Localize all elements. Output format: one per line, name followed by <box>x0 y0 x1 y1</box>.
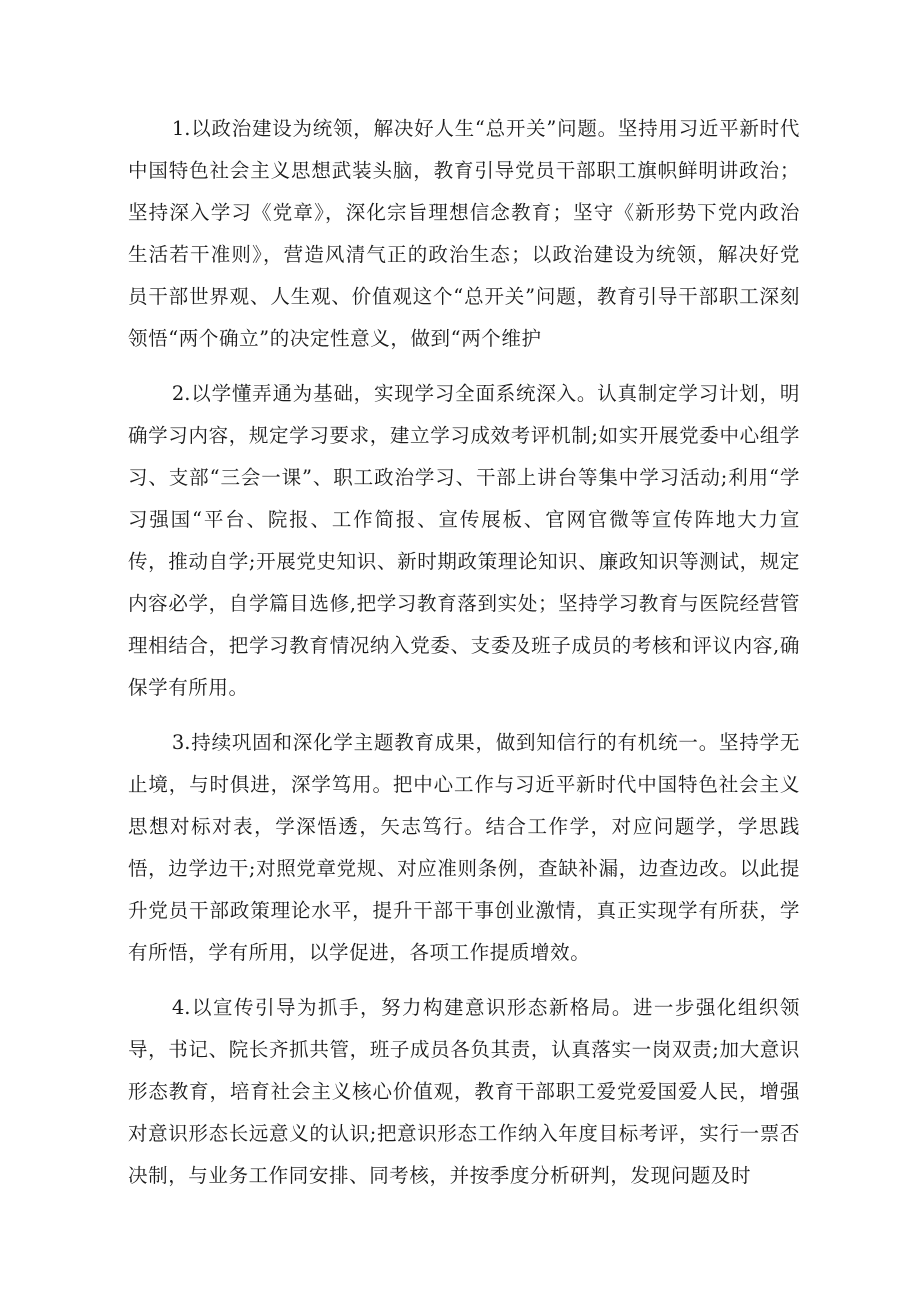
paragraph-1 <box>128 108 800 360</box>
paragraph-4-text: .以宣传引导为抓手，努力构建意识形态新格局。进一步强化组织领导，书记、院长齐抓共管，班子成员各负其责，认真落实一岗双责;加大意识形态教育，培育社会主义核心价值观，教育干部职工爱党爱国爱人民，增强对意识形态长远意义的认识;把意识形态工作纳入年度目标考评，实行一票否决制，与业务工作同安排、同考核，并按季度分析研判，发现问题及时 <box>128 996 800 1187</box>
paragraph-3 <box>128 722 800 974</box>
paragraph-2 <box>128 373 800 709</box>
paragraph-1-number: 1 <box>171 117 185 140</box>
paragraph-4 <box>128 987 800 1197</box>
paragraph-4-number: 4 <box>171 996 185 1019</box>
document-body <box>128 108 800 1197</box>
paragraph-3-text: .持续巩固和深化学主题教育成果，做到知信行的有机统一。坚持学无止境，与时俱进，深学笃用。把中心工作与习近平新时代中国特色社会主义思想对标对表，学深悟透，矢志笃行。结合工作学，对应问题学，学思践悟，边学边干;对照党章党规、对应准则条例，查缺补漏，边查边改。以此提升党员干部政策理论水平，提升干部干事创业激情，真正实现学有所获，学有所悟，学有所用，以学促进，各项工作提质增效。 <box>128 731 800 964</box>
paragraph-1-text: .以政治建设为统领，解决好人生“总开关”问题。坚持用习近平新时代中国特色社会主义思想武装头脑，教育引导党员干部职工旗帜鲜明讲政治；坚持深入学习《党章》，深化宗旨理想信念教育；坚守《新形势下党内政治生活若干准则》，营造风清气正的政治生态；以政治建设为统领，解决好党员干部世界观、人生观、价值观这个“总开关”问题，教育引导干部职工深刻领悟“两个确立”的决定性意义，做到“两个维护 <box>128 117 800 350</box>
paragraph-3-number: 3 <box>171 731 185 754</box>
paragraph-2-number: 2 <box>171 382 185 405</box>
paragraph-2-text: .以学懂弄通为基础，实现学习全面系统深入。认真制定学习计划，明确学习内容，规定学习要求，建立学习成效考评机制;如实开展党委中心组学习、支部“三会一课”、职工政治学习、干部上讲台等集中学习活动;利用“学习强国“平台、院报、工作简报、宣传展板、官网官微等宣传阵地大力宣传，推动自学;开展党史知识、新时期政策理论知识、廉政知识等测试，规定内容必学，自学篇目选修,把学习教育落到实处；坚持学习教育与医院经营管理相结合，把学习教育情况纳入党委、支委及班子成员的考核和评议内容,确保学有所用。 <box>128 382 800 699</box>
